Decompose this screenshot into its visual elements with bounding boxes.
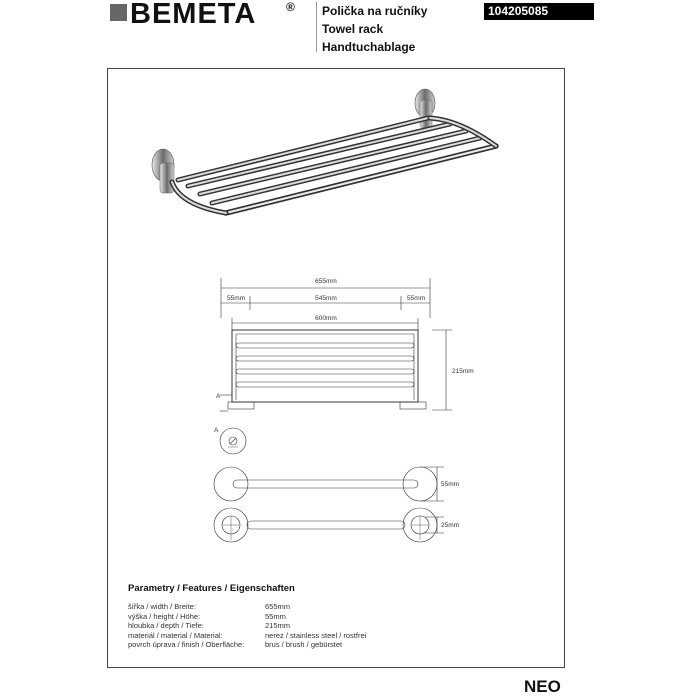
product-photo [152,89,496,213]
spec-row [128,612,428,622]
section-mark: A [216,393,221,400]
dim-depth: 215mm [452,368,474,375]
spec-value: 55mm [265,611,286,621]
detail-mark: A [214,427,219,434]
brand-logo: BEMETA [130,0,257,30]
title-cz: Polička na ručníky [322,4,428,18]
spec-value: brus / brush / gebürstet [265,640,343,650]
spec-row [128,602,428,612]
bottom-view [214,508,444,542]
spec-label: hloubka / depth / Tiefe: [128,621,204,631]
product-code: 104205085 [484,3,594,20]
features-title: Parametry / Features / Eigenschaften [128,583,295,594]
detail-a [220,428,246,454]
title-de: Handtuchablage [322,40,416,54]
dim-inner: 600mm [315,315,337,322]
title-en: Towel rack [322,22,384,36]
spec-label: materiál / material / Material: [128,630,223,640]
spec-label: výška / height / Höhe: [128,611,201,621]
dim-left-edge: 55mm [226,295,246,302]
dim-overall: 655mm [315,278,337,285]
series-name: NEO [524,677,561,696]
dim-wall: 25mm [441,522,460,529]
spec-label: povrch úprava / finish / Oberfläche: [128,640,245,650]
top-view [214,467,444,501]
spec-value: 215mm [265,621,291,631]
spec-value: 655mm [265,602,291,611]
spec-label: šířka / width / Breite: [128,602,196,611]
spec-value: nerez / stainless steel / rostfrei [265,630,367,640]
registered-mark: ® [286,0,295,14]
dim-right-edge: 55mm [406,295,426,302]
dim-middle: 545mm [315,295,337,302]
spec-table [128,602,428,650]
spec-row [128,640,428,650]
spec-row [128,631,428,641]
dim-height: 55mm [441,481,460,488]
spec-row [128,621,428,631]
